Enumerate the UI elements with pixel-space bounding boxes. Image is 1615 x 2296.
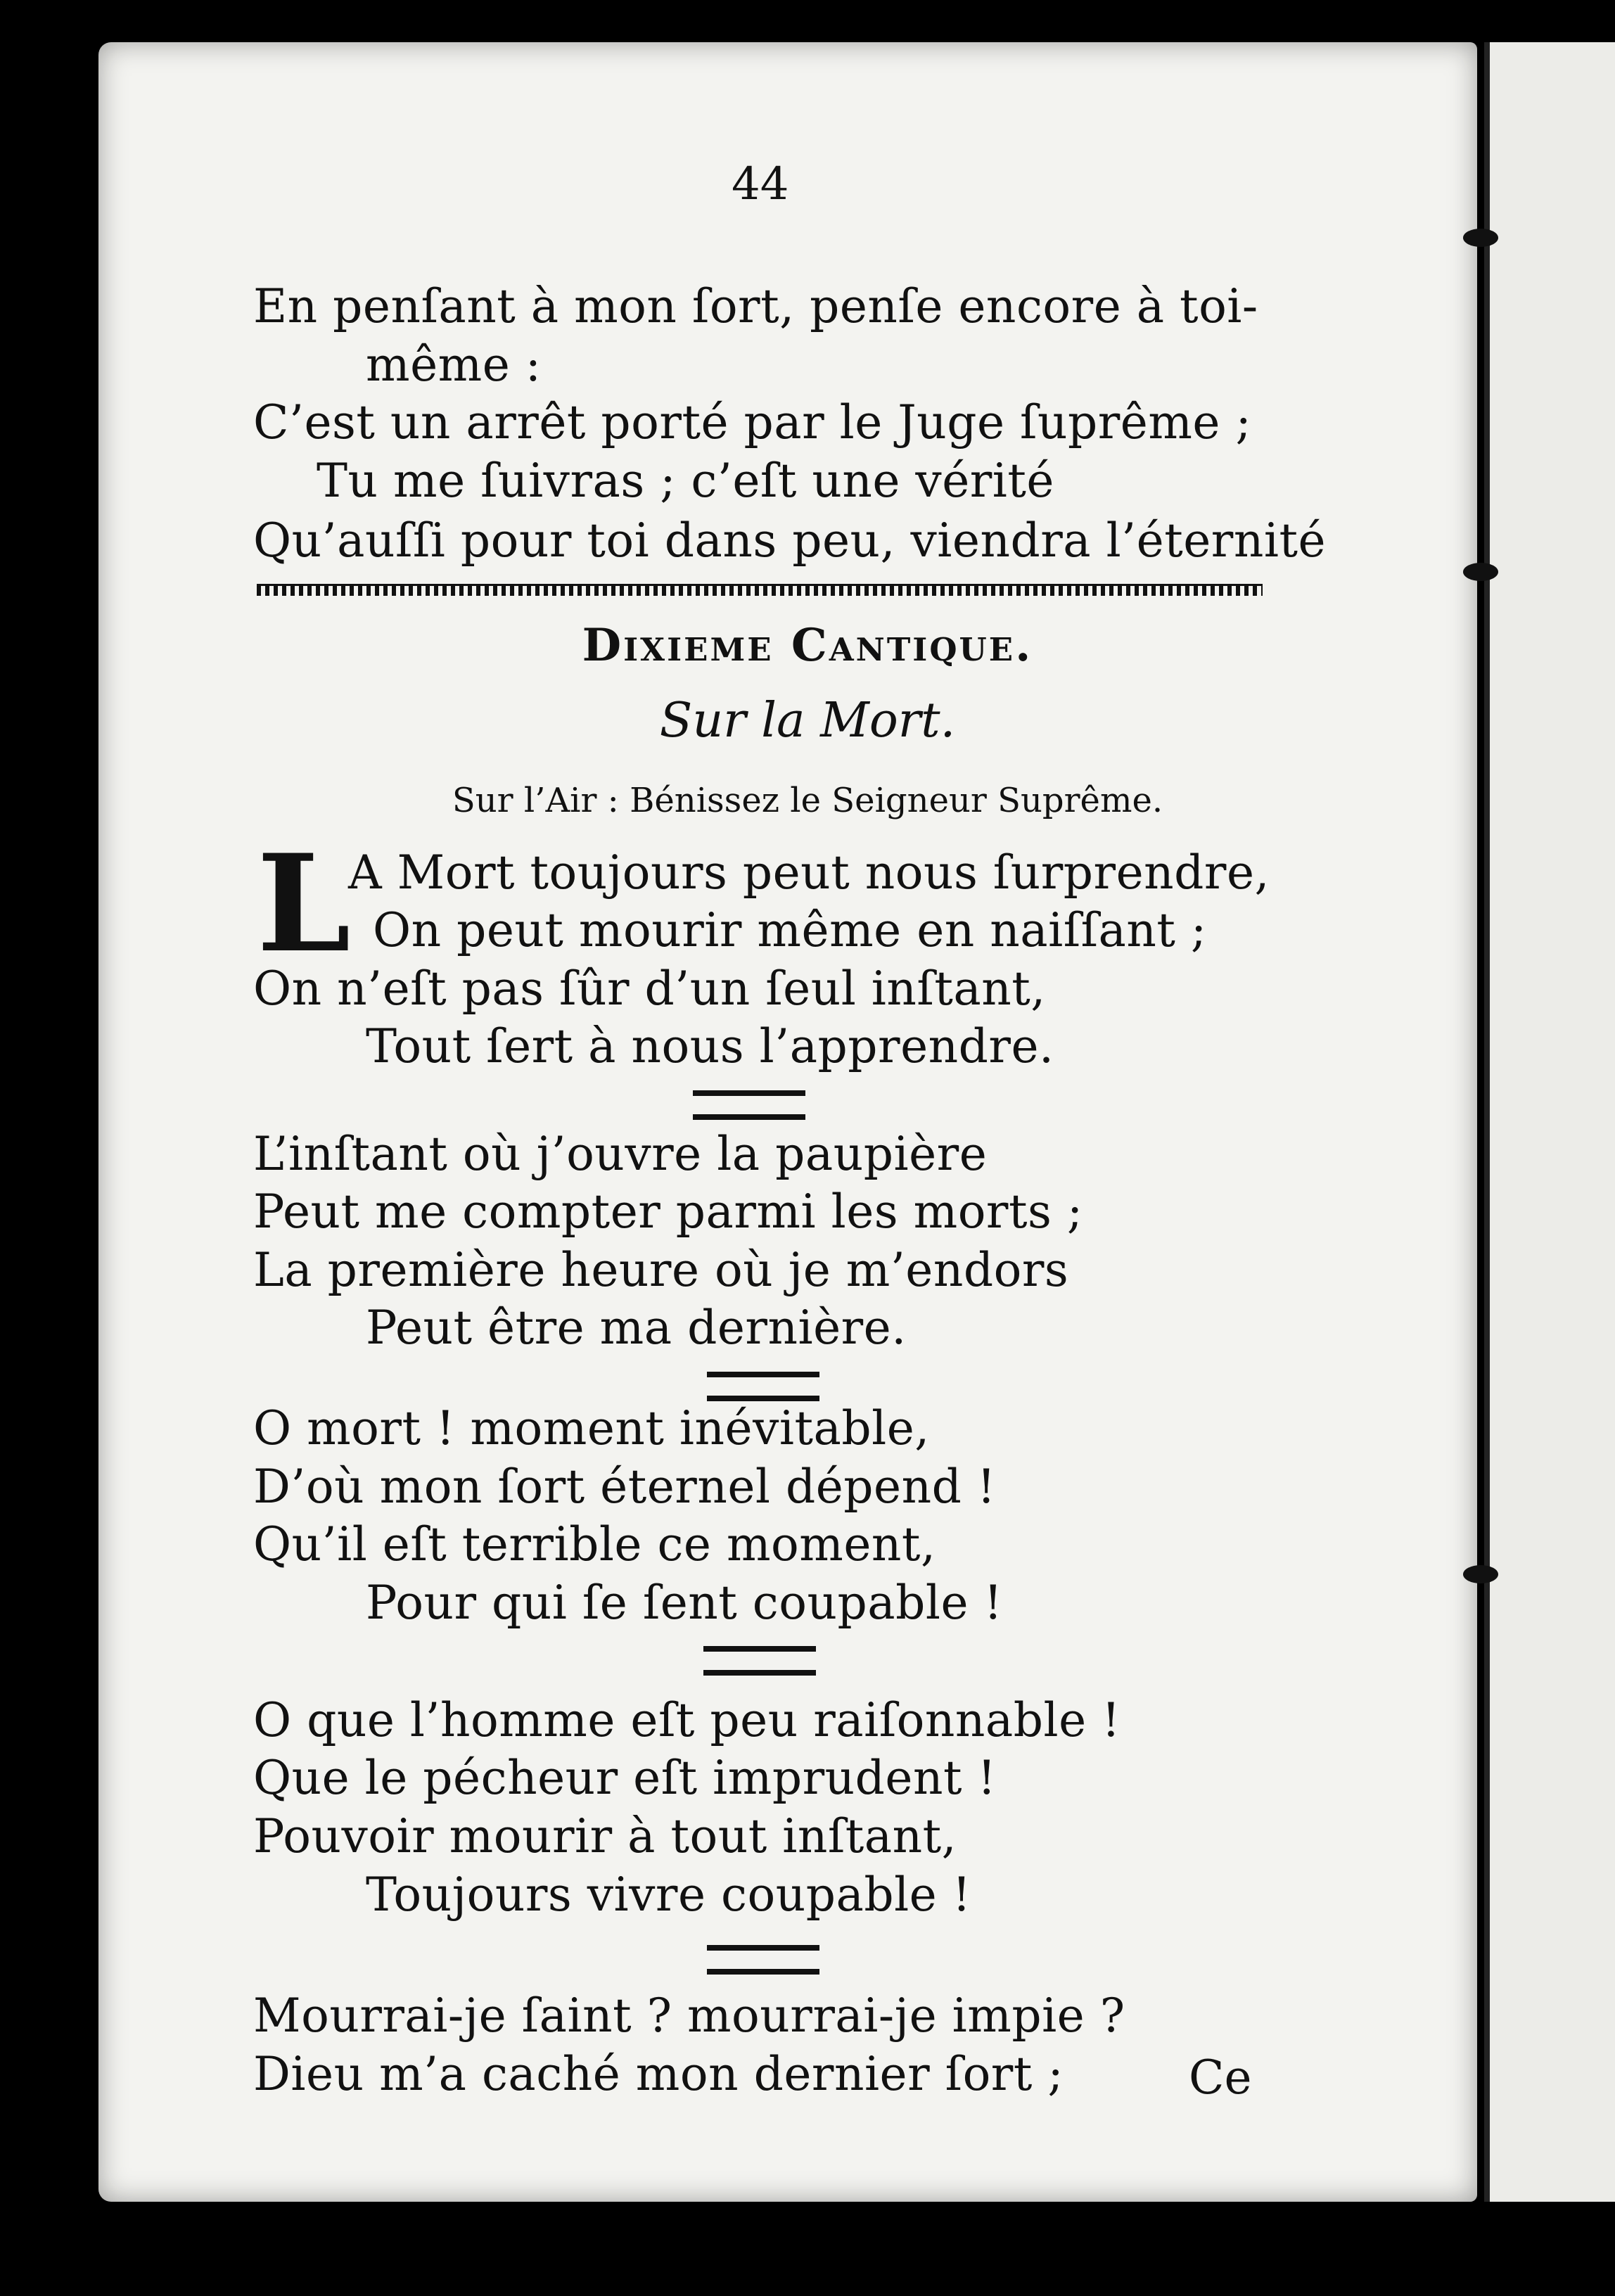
verse-line: Que le pécheur eſt imprudent ! — [253, 1751, 997, 1805]
binding-mark — [1463, 1565, 1498, 1583]
verse-line: Mourrai-je ſaint ? mourrai-je impie ? — [253, 1989, 1125, 2043]
intro-line: C’est un arrêt porté par le Juge ſuprême ; — [253, 395, 1252, 449]
hymn-subtitle: Sur la Mort. — [659, 693, 956, 748]
verse-line: Tout ſert à nous l’apprendre. — [366, 1019, 1054, 1073]
facing-page-edge — [1484, 42, 1615, 2202]
drop-capital: L — [257, 825, 351, 982]
intro-line: Tu me ſuivras ; c’eſt une vérité — [317, 454, 1054, 508]
hymn-title: Dixieme Cantique. — [582, 619, 1033, 672]
binding-mark — [1463, 563, 1498, 581]
ornamental-rule — [257, 584, 1263, 596]
stanza-separator — [707, 1372, 819, 1401]
verse-line: L’inſtant où j’ouvre la paupière — [253, 1127, 988, 1181]
verse-line: O que l’homme eſt peu raiſonnable ! — [253, 1693, 1121, 1747]
binding-mark — [1463, 229, 1498, 247]
verse-line: Pour qui ſe ſent coupable ! — [366, 1576, 1003, 1630]
verse-line: Peut me compter parmi les morts ; — [253, 1185, 1083, 1239]
verse-line: Qu’il eſt terrible ce moment, — [253, 1517, 936, 1571]
verse-line: La première heure où je m’endors — [253, 1243, 1069, 1297]
intro-line: Qu’auſſi pour toi dans peu, viendra l’éternité — [253, 514, 1327, 568]
intro-line: même : — [366, 338, 542, 392]
verse-line: On peut mourir même en naiſſant ; — [373, 903, 1207, 957]
catchword: Ce — [1189, 2051, 1252, 2105]
stanza-separator — [703, 1646, 816, 1676]
verse-line: On n’eſt pas ſûr d’un ſeul inſtant, — [253, 962, 1046, 1016]
verse-line: O mort ! moment inévitable, — [253, 1401, 930, 1455]
stanza-separator — [693, 1090, 805, 1120]
hymn-air: Sur l’Air : Bénissez le Seigneur Suprême. — [452, 781, 1163, 820]
intro-line: En penſant à mon ſort, penſe encore à toi- — [253, 279, 1258, 333]
page-number: 44 — [732, 158, 789, 210]
verse-line: Pouvoir mourir à tout inſtant, — [253, 1809, 957, 1863]
stanza-separator — [707, 1945, 819, 1975]
verse-line: D’où mon ſort éternel dépend ! — [253, 1460, 996, 1514]
verse-line: A Mort toujours peut nous ſurprendre, — [348, 846, 1270, 900]
verse-line: Toujours vivre coupable ! — [366, 1868, 971, 1922]
verse-line: Dieu m’a caché mon dernier ſort ; — [253, 2047, 1064, 2101]
verse-line: Peut être ma dernière. — [366, 1301, 907, 1355]
